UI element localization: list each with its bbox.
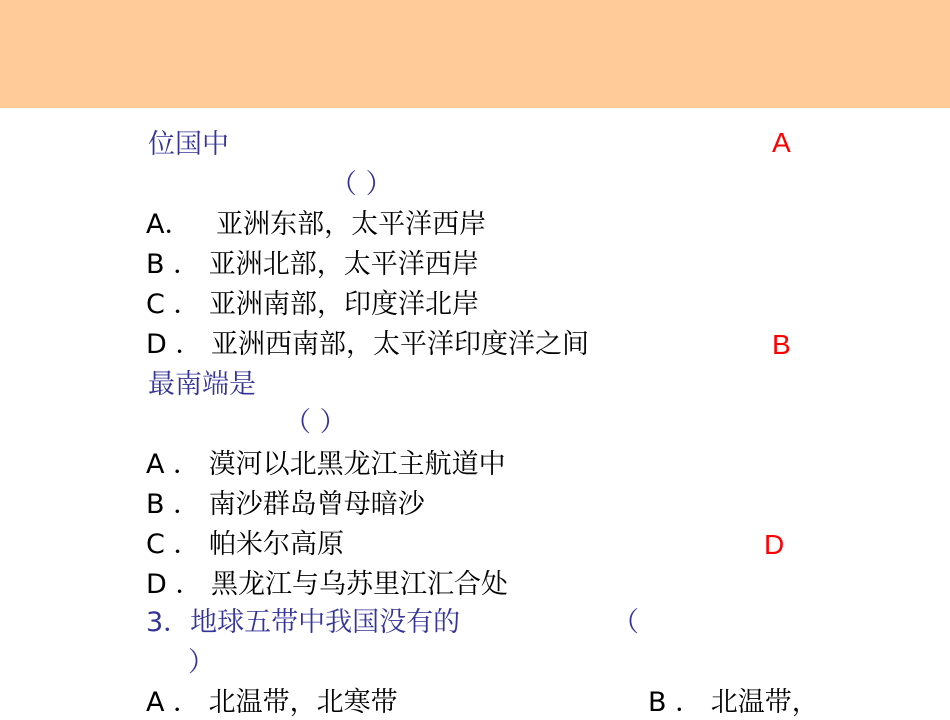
q3-option-b-prefix: B ． bbox=[648, 687, 703, 718]
q2-option-b-prefix: B ． bbox=[146, 489, 201, 520]
question-2-paren: （ ） bbox=[284, 407, 347, 438]
question-1-paren: （ ） bbox=[330, 169, 393, 200]
q1-option-a-prefix: A． bbox=[146, 209, 192, 240]
q2-option-d-prefix: D ． bbox=[146, 569, 203, 600]
q1-option-d-text: 亚洲西南部，太平洋印度洋之间 bbox=[210, 329, 589, 360]
q3-option-a-text: 北温带，北寒带 bbox=[208, 687, 398, 718]
question-1-answer: A bbox=[772, 127, 791, 158]
q3-option-a-prefix: A ． bbox=[146, 687, 201, 718]
question-3-stem: 3．地球五带中我国没有的 bbox=[146, 607, 461, 638]
q1-option-d bbox=[146, 328, 589, 362]
question-3-answer: D bbox=[764, 529, 785, 560]
q1-option-b-prefix: B ． bbox=[146, 249, 201, 280]
question-3-paren-close: ） bbox=[188, 647, 215, 678]
q2-option-a bbox=[146, 448, 506, 482]
q2-option-c bbox=[146, 528, 344, 562]
q1-option-c-prefix: C ． bbox=[146, 289, 201, 320]
q3-option-b bbox=[648, 686, 819, 720]
q1-option-b bbox=[146, 248, 479, 282]
q2-option-c-prefix: C ． bbox=[146, 529, 201, 560]
q3-option-a bbox=[146, 686, 398, 720]
q2-option-a-text: 漠河以北黑龙江主航道中 bbox=[208, 449, 506, 480]
q2-option-d-text: 黑龙江与乌苏里江汇合处 bbox=[210, 569, 508, 600]
q1-option-a bbox=[146, 208, 486, 242]
q1-option-d-prefix: D ． bbox=[146, 329, 203, 360]
q2-option-d bbox=[146, 568, 508, 602]
question-2-stem: 最南端是 bbox=[148, 369, 256, 400]
q2-option-a-prefix: A ． bbox=[146, 449, 201, 480]
q2-option-b-text: 南沙群岛曾母暗沙 bbox=[208, 489, 425, 520]
q2-option-b bbox=[146, 488, 425, 522]
title-banner bbox=[0, 0, 950, 108]
q1-option-b-text: 亚洲北部，太平洋西岸 bbox=[208, 249, 479, 280]
q3-option-b-text: 北温带， bbox=[710, 687, 819, 718]
question-1-stem: 位国中 bbox=[148, 129, 229, 160]
q1-option-a-text: 亚洲东部，太平洋西岸 bbox=[216, 209, 487, 240]
q1-option-c bbox=[146, 288, 479, 322]
question-2-answer: B bbox=[772, 329, 791, 360]
q1-option-c-text: 亚洲南部，印度洋北岸 bbox=[209, 289, 480, 320]
question-3-paren-open: （ bbox=[612, 607, 639, 638]
q2-option-c-text: 帕米尔高原 bbox=[209, 529, 345, 560]
